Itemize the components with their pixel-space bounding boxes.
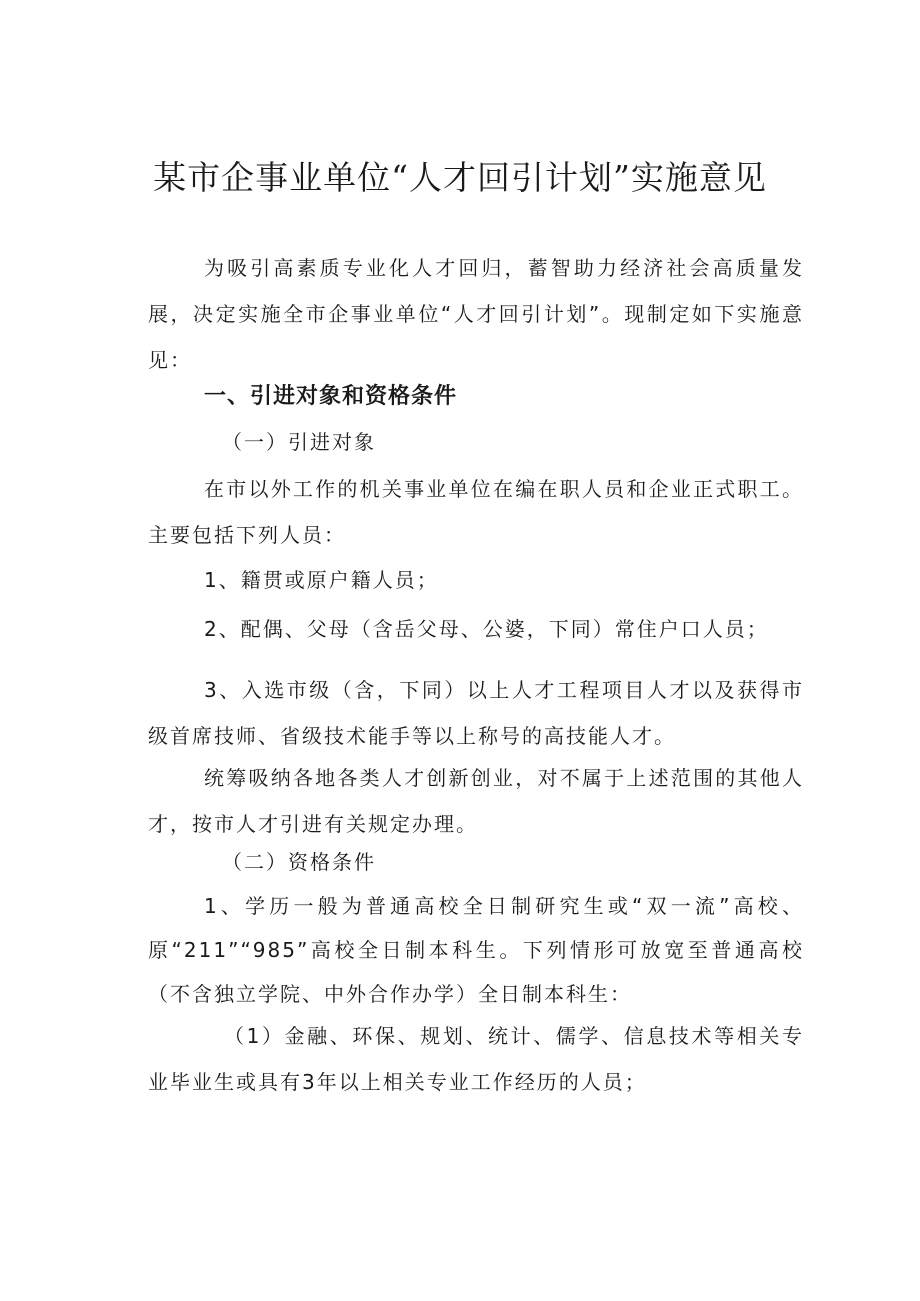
eligibility-paragraph: 在市以外工作的机关事业单位在编在职人员和企业正式职工。主要包括下列人员：	[148, 477, 804, 547]
list-item-3: 3、入选市级（含，下同）以上人才工程项目人才以及获得市级首席技师、省级技术能手等以上称号的高技能人才。	[148, 678, 804, 748]
list-item-2: 2、配偶、父母（含岳父母、公婆，下同）常住户口人员；	[204, 617, 769, 641]
list-item-1: 1、籍贯或原户籍人员；	[204, 568, 439, 592]
other-talent-paragraph: 统筹吸纳各地各类人才创新创业，对不属于上述范围的其他人才，按市人才引进有关规定办理。	[148, 766, 804, 836]
section-heading-1: 一、引进对象和资格条件	[204, 384, 458, 409]
document-title: 某市企事业单位“人才回引计划”实施意见	[153, 158, 767, 197]
condition-1-subitem-1: （1）金融、环保、规划、统计、儒学、信息技术等相关专业毕业生或具有3年以上相关专业工作经历的人员；	[148, 1024, 804, 1094]
condition-1: 1、学历一般为普通高校全日制研究生或“双一流”高校、原“211”“985”高校全日制本科生。下列情形可放宽至普通高校（不含独立学院、中外合作办学）全日制本科生：	[148, 894, 804, 1006]
subsection-heading-1: （一）引进对象	[222, 430, 376, 454]
intro-paragraph: 为吸引高素质专业化人才回归，蓄智助力经济社会高质量发展，决定实施全市企事业单位“人才回引计划”。现制定如下实施意见：	[148, 256, 804, 372]
subsection-heading-2: （二）资格条件	[222, 850, 376, 874]
